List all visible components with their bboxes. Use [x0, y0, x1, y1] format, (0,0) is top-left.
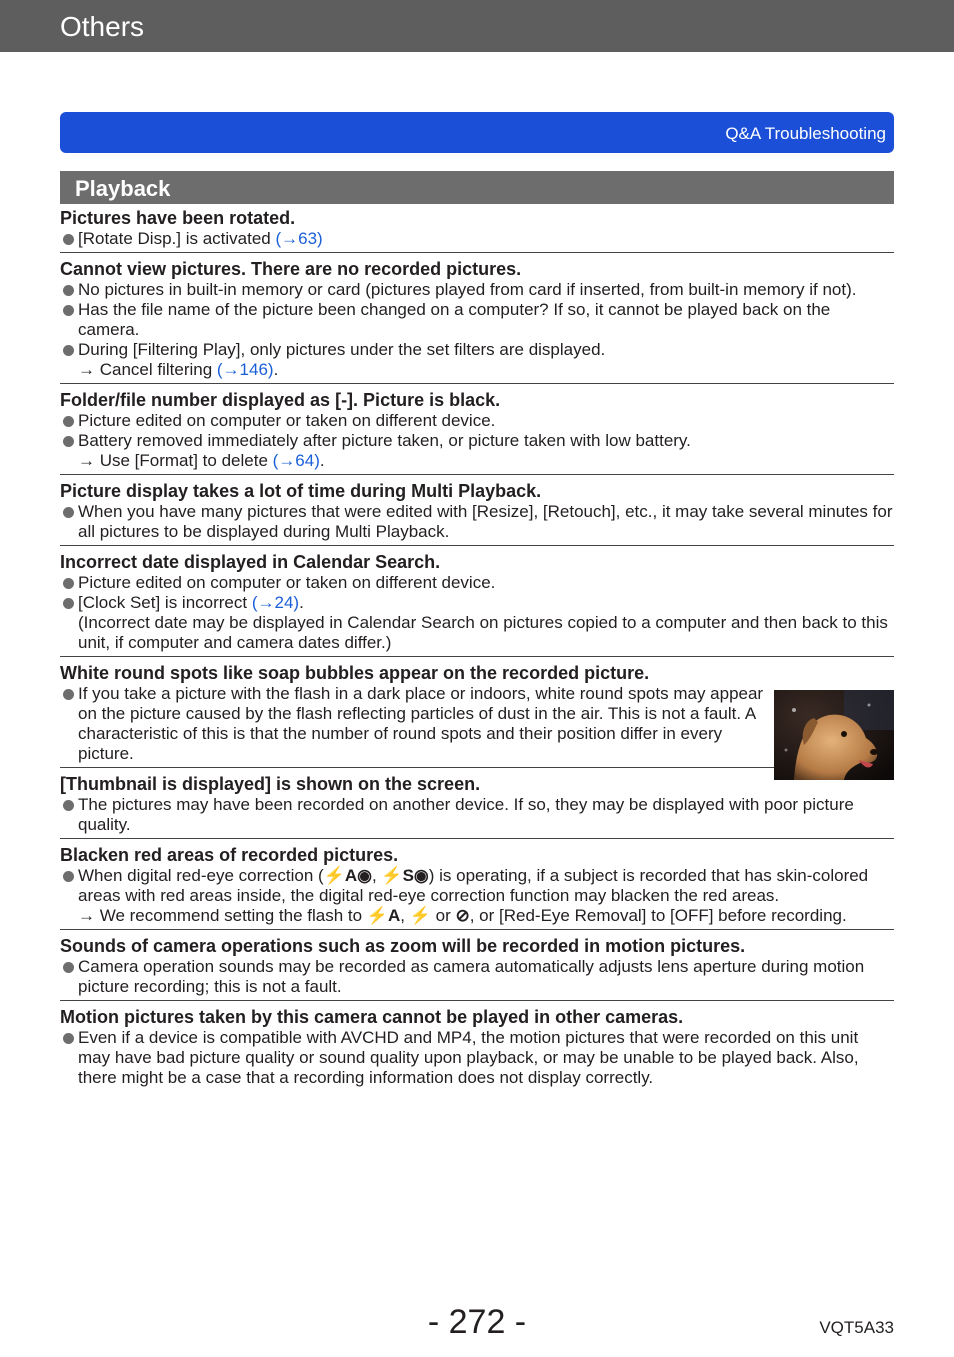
bullet-icon — [63, 598, 74, 609]
answer: Has the file name of the picture been changed on a computer? If so, it cannot be played back on the camera. — [60, 300, 894, 340]
bullet-icon — [63, 345, 74, 356]
answer: No pictures in built-in memory or card (pictures played from card if inserted, from built-in memory if not). — [60, 280, 894, 300]
flash-off-icon: ⊘ — [455, 906, 470, 925]
answer: [Clock Set] is incorrect (→24). — [60, 593, 894, 613]
question: Sounds of camera operations such as zoom will be recorded in motion pictures. — [60, 936, 746, 956]
flash-auto-icon: ⚡A — [366, 906, 401, 925]
bullet-icon — [63, 416, 74, 427]
bullet-icon — [63, 689, 74, 700]
qa-item — [60, 207, 894, 253]
flash-slow-redeye-icon: ⚡S◉ — [381, 866, 429, 885]
section-title: Playback — [75, 176, 171, 201]
qa-item — [60, 773, 894, 839]
question: Cannot view pictures. There are no recorded pictures. — [60, 259, 522, 279]
question: Motion pictures taken by this camera cannot be played in other cameras. — [60, 1007, 684, 1027]
question: Incorrect date displayed in Calendar Search. — [60, 552, 441, 572]
flash-forced-on-icon: ⚡ — [409, 906, 431, 925]
answer: If you take a picture with the flash in a dark place or indoors, white round spots may appear on the picture caused by the flash reflecting particles of dust in the air. This is not a fault. A characteristic of this is that the number of round spots and their position differ in every picture. — [60, 684, 768, 764]
chapter-banner — [60, 112, 894, 153]
qa-item — [60, 935, 894, 1001]
bullet-icon — [63, 800, 74, 811]
section-name: Others — [60, 11, 145, 42]
model-code: VQT5A33 — [819, 1318, 894, 1337]
flash-auto-redeye-icon: ⚡A◉ — [323, 866, 372, 885]
note: → Cancel filtering (→146). — [78, 360, 279, 379]
answer: [Rotate Disp.] is activated (→63) — [60, 229, 894, 249]
page-link[interactable]: (→24) — [251, 593, 300, 612]
bullet-icon — [63, 305, 74, 316]
qa-item — [60, 1006, 894, 1091]
qa-list — [60, 207, 894, 1096]
answer: Picture edited on computer or taken on different device. — [60, 573, 894, 593]
page-link[interactable]: (→63) — [275, 229, 323, 248]
note: (Incorrect date may be displayed in Calendar Search on pictures copied to a computer and then back to this unit, if computer and camera dates differ.) — [78, 613, 888, 652]
page-number: - 272 - — [427, 1303, 527, 1341]
bullet-icon — [63, 871, 74, 882]
answer: Battery removed immediately after picture taken, or picture taken with low battery. — [60, 431, 894, 451]
page-link[interactable]: (→64) — [272, 451, 320, 470]
question: [Thumbnail is displayed] is shown on the screen. — [60, 774, 481, 794]
chapter-label: Q&A Troubleshooting — [725, 124, 886, 143]
answer: Picture edited on computer or taken on different device. — [60, 411, 894, 431]
question: Blacken red areas of recorded pictures. — [60, 845, 399, 865]
answer: During [Filtering Play], only pictures under the set filters are displayed. — [60, 340, 894, 360]
qa-item — [60, 480, 894, 546]
qa-item — [60, 662, 894, 768]
answer: When digital red-eye correction (⚡A◉, ⚡S◉) is operating, if a subject is recorded that has skin-colored areas with red areas inside, the digital red-eye correction function may blacken the red areas. — [60, 866, 894, 906]
bullet-icon — [63, 1033, 74, 1044]
question: Pictures have been rotated. — [60, 208, 296, 228]
question: Folder/file number displayed as [-]. Picture is black. — [60, 390, 501, 410]
bullet-icon — [63, 962, 74, 973]
qa-item — [60, 844, 894, 930]
qa-item — [60, 551, 894, 657]
bullet-icon — [63, 436, 74, 447]
answer: Even if a device is compatible with AVCHD and MP4, the motion pictures that were recorded on this unit may have bad picture quality or sound quality upon playback, or may be unable to be played back. Also, there might be a case that a recording information does not display correctly. — [60, 1028, 894, 1088]
bullet-icon — [63, 578, 74, 589]
question: Picture display takes a lot of time during Multi Playback. — [60, 481, 542, 501]
answer: The pictures may have been recorded on another device. If so, they may be displayed with poor picture quality. — [60, 795, 894, 835]
qa-item — [60, 258, 894, 384]
dog-photo — [774, 690, 894, 780]
dog-photo-image — [774, 690, 894, 780]
section-header — [60, 171, 894, 204]
question: White round spots like soap bubbles appear on the recorded picture. — [60, 663, 650, 683]
bullet-icon — [63, 285, 74, 296]
answer: Camera operation sounds may be recorded as camera automatically adjusts lens aperture during motion picture recording; this is not a fault. — [60, 957, 894, 997]
top-bar — [0, 0, 954, 52]
answer: When you have many pictures that were edited with [Resize], [Retouch], etc., it may take several minutes for all pictures to be displayed during Multi Playback. — [60, 502, 894, 542]
bullet-icon — [63, 507, 74, 518]
note: → Use [Format] to delete (→64). — [78, 451, 325, 470]
qa-item — [60, 389, 894, 475]
bullet-icon — [63, 234, 74, 245]
page-link[interactable]: (→146) — [216, 360, 274, 379]
note: → We recommend setting the flash to ⚡A, ⚡ or ⊘, or [Red-Eye Removal] to [OFF] before recording. — [78, 906, 847, 925]
